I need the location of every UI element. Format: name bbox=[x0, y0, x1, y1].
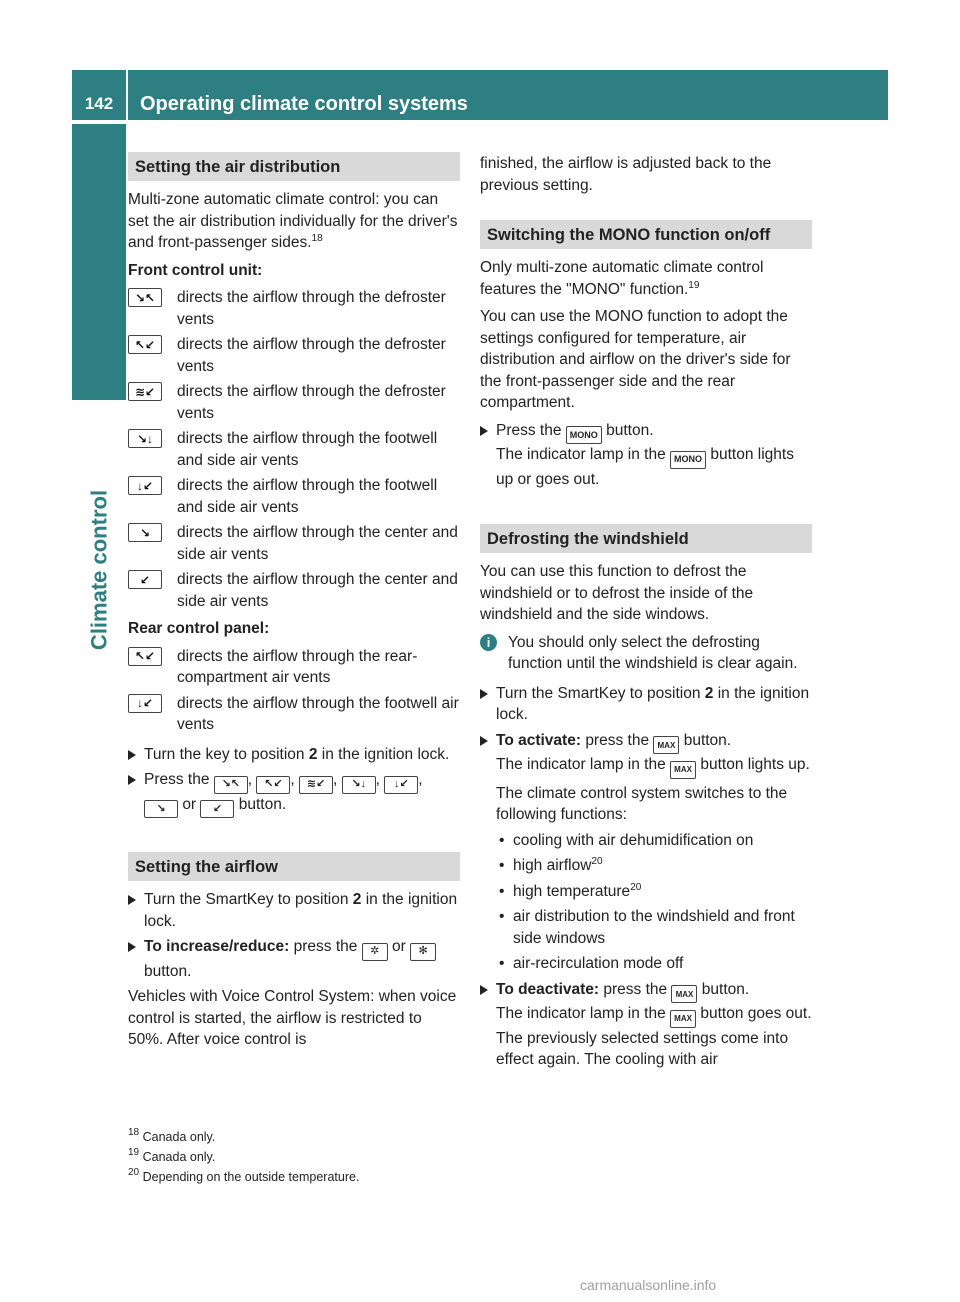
side-tab-block bbox=[72, 124, 126, 400]
info-note: i You should only select the defrosting function until the windshield is clear again. bbox=[480, 632, 812, 675]
airflow-option-row bbox=[128, 475, 460, 518]
center-vent-side-icon: ↙ bbox=[128, 570, 162, 589]
defrost-side-icon: ↖↙ bbox=[128, 335, 162, 354]
center-vent-icon: ↘ bbox=[144, 800, 178, 818]
step-arrow-icon bbox=[128, 775, 136, 785]
step-press-mono: Press the MONO button. The indicator lamp in the MONO button lights up or goes out. bbox=[480, 420, 812, 491]
airflow-option-text: directs the airflow through the footwell and side air vents bbox=[177, 477, 438, 516]
footnote: $^{19}$ Canada only. bbox=[128, 1147, 216, 1164]
left-column bbox=[128, 152, 460, 1057]
rear-vent-icon: ↖↙ bbox=[128, 647, 162, 666]
footwell-side-icon: ↓↙ bbox=[384, 776, 418, 794]
airflow-option-text: directs the airflow through the center and side air vents bbox=[177, 524, 458, 563]
airflow-option-text: directs the airflow through the rear-compartment air vents bbox=[177, 647, 418, 686]
section-heading: Setting the air distribution bbox=[128, 152, 460, 181]
fan-increase-icon: ✲ bbox=[362, 943, 388, 961]
step-arrow-icon bbox=[480, 985, 488, 995]
mono-button-icon: MONO bbox=[566, 426, 602, 444]
list-item: • high airflow$^{20}$ bbox=[480, 855, 812, 877]
fan-reduce-icon: ✻ bbox=[410, 943, 436, 961]
defrost-combo-icon: ≋↙ bbox=[299, 776, 333, 794]
intro-paragraph: Multi-zone automatic climate control: you can set the air distribution individually for the driver's and front-passenger sides.$^{18}$ bbox=[128, 191, 458, 251]
footwell-icon: ↘↓ bbox=[342, 776, 376, 794]
footwell-icon: ↘↓ bbox=[128, 429, 162, 448]
center-vent-icon: ↘ bbox=[128, 523, 162, 542]
max-defrost-icon: MAX bbox=[670, 1010, 696, 1028]
airflow-option-row bbox=[128, 693, 460, 736]
step-press-button: Press the ↘↖ , ↖↙ , ≋↙ , ↘↓ , ↓↙ , ↘ or ↙ button. bbox=[128, 769, 460, 818]
page-title: Operating climate control systems bbox=[140, 93, 468, 115]
airflow-option-text: directs the airflow through the defroster vents bbox=[177, 289, 446, 328]
defrost-side-icon: ↖↙ bbox=[256, 776, 290, 794]
airflow-option-text: directs the airflow through the center and side air vents bbox=[177, 571, 458, 610]
mono-description: You can use the MONO function to adopt the settings configured for temperature, air distribution and airflow on the driver's side for the front-passenger side and the rear compartment. bbox=[480, 308, 791, 411]
max-defrost-icon: MAX bbox=[653, 736, 679, 754]
section-heading: Switching the MONO function on/off bbox=[480, 220, 812, 249]
rear-control-label: Rear control panel: bbox=[128, 620, 270, 637]
footnote: $^{18}$ Canada only. bbox=[128, 1127, 216, 1144]
airflow-option-text: directs the airflow through the footwell and side air vents bbox=[177, 430, 438, 469]
front-control-list bbox=[128, 287, 460, 612]
airflow-option-row bbox=[128, 522, 460, 565]
airflow-option-row bbox=[128, 334, 460, 377]
section-heading: Setting the airflow bbox=[128, 852, 460, 881]
airflow-option-row bbox=[128, 428, 460, 471]
step-arrow-icon bbox=[480, 736, 488, 746]
footnotes bbox=[128, 1127, 628, 1187]
mono-intro: Only multi-zone automatic climate control features the "MONO" function.$^{19}$ bbox=[480, 259, 764, 298]
airflow-option-text: directs the airflow through the defroster vents bbox=[177, 336, 446, 375]
section-heading: Defrosting the windshield bbox=[480, 524, 812, 553]
airflow-option-row bbox=[128, 287, 460, 330]
list-item: • cooling with air dehumidification on bbox=[480, 830, 812, 852]
center-vent-side-icon: ↙ bbox=[200, 800, 234, 818]
right-column bbox=[480, 153, 812, 1075]
defrost-combo-icon: ≋↙ bbox=[128, 382, 162, 401]
airflow-option-row bbox=[128, 569, 460, 612]
step-arrow-icon bbox=[128, 895, 136, 905]
rear-control-list bbox=[128, 646, 460, 736]
step-increase-reduce: To increase/reduce: press the ✲ or ✻ button. bbox=[128, 936, 460, 982]
footwell-side-icon: ↓↙ bbox=[128, 476, 162, 495]
airflow-option-row bbox=[128, 646, 460, 689]
airflow-option-text: directs the airflow through the footwell air vents bbox=[177, 694, 459, 733]
rear-footwell-icon: ↓↙ bbox=[128, 694, 162, 713]
info-icon: i bbox=[480, 634, 497, 651]
list-item: • high temperature$^{20}$ bbox=[480, 881, 812, 903]
defrost-up-icon: ↘↖ bbox=[128, 288, 162, 307]
front-control-label: Front control unit: bbox=[128, 261, 263, 279]
function-bullet-list bbox=[480, 830, 812, 975]
step-arrow-icon bbox=[128, 750, 136, 760]
continued-paragraph: finished, the airflow is adjusted back to the previous setting. bbox=[480, 155, 772, 194]
airflow-option-text: directs the airflow through the defroster vents bbox=[177, 383, 446, 422]
defrost-up-icon: ↘↖ bbox=[214, 776, 248, 794]
step-activate: To activate: press the MAX button. The indicator lamp in the MAX button lights up. The climate control system switches to the following functions: bbox=[480, 730, 812, 826]
step-arrow-icon bbox=[128, 942, 136, 952]
step-arrow-icon bbox=[480, 426, 488, 436]
page-number: 142 bbox=[84, 94, 114, 113]
mono-button-icon: MONO bbox=[670, 451, 706, 469]
step-deactivate: To deactivate: press the MAX button. The indicator lamp in the MAX button goes out. The previously selected settings come into effect again. The cooling with air bbox=[480, 979, 812, 1071]
side-tab-label: Climate control bbox=[86, 489, 112, 651]
max-defrost-icon: MAX bbox=[670, 761, 696, 779]
voice-control-paragraph: Vehicles with Voice Control System: when voice control is started, the airflow is restricted to 50%. After voice control is bbox=[128, 988, 457, 1048]
airflow-option-row bbox=[128, 381, 460, 424]
list-item: • air distribution to the windshield and front side windows bbox=[480, 906, 812, 949]
header-divider bbox=[126, 70, 128, 120]
step-arrow-icon bbox=[480, 689, 488, 699]
watermark: carmanualsonline.info bbox=[580, 1277, 717, 1293]
defrost-intro: You can use this function to defrost the windshield or to defrost the inside of the windshield and the side windows. bbox=[480, 563, 754, 623]
max-defrost-icon: MAX bbox=[671, 985, 697, 1003]
step-turn-key: Turn the key to position 2 in the ignition lock. bbox=[128, 744, 460, 766]
footnote: $^{20}$ Depending on the outside temperature. bbox=[128, 1167, 360, 1184]
step-turn-smartkey: Turn the SmartKey to position 2 in the ignition lock. bbox=[128, 889, 460, 932]
list-item: • air-recirculation mode off bbox=[480, 953, 812, 975]
step-turn-smartkey: Turn the SmartKey to position 2 in the ignition lock. bbox=[480, 683, 812, 726]
